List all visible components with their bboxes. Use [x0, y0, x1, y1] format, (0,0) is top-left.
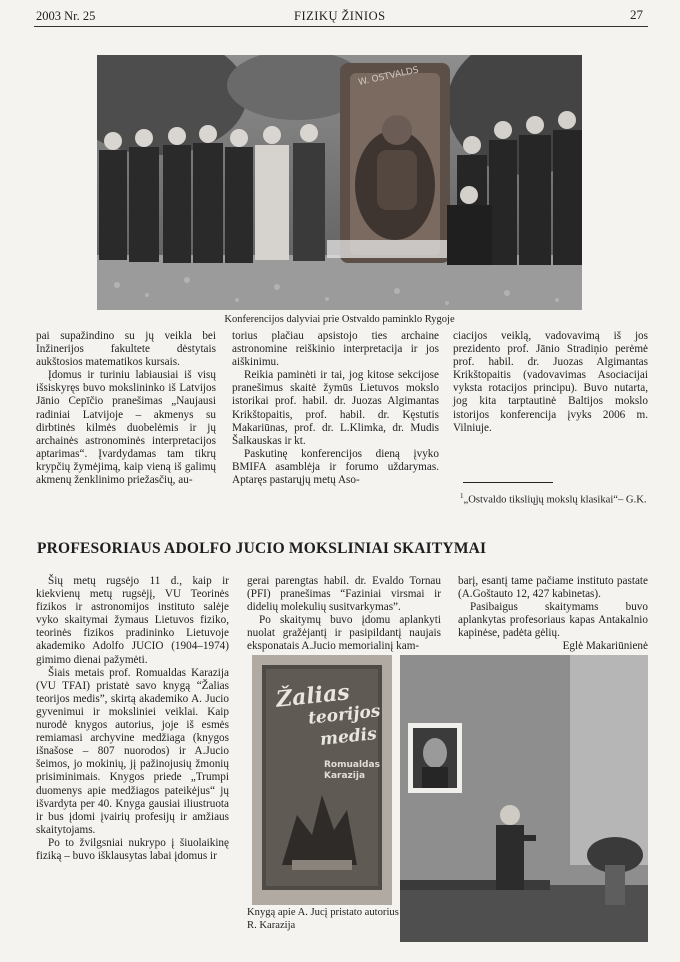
footnote — [460, 490, 648, 507]
monument-inscription: W. OSTVALDS — [357, 65, 420, 88]
article1-paragraph: ciacijos veiklą, vadovavimą iš jos prezidento prof. Jānio Stradiņio perėmė prof. habil. dr. Juozas Algimantas Krikštopaitis (vadovavimas Asociacijai vyksta rotacijos principu). Buvo nutarta, jog kita tarptautinė Baltijos mokslo istorijos konferencija įvyks 2006 m. Vilniuje. — [453, 330, 648, 434]
book-author-line1: Romualdas — [324, 760, 380, 770]
article2-column-3 — [458, 575, 648, 654]
header-journal-title: FIZIKŲ ŽINIOS — [294, 9, 386, 23]
book-title-line1: Žalias — [274, 679, 351, 713]
header-rule — [34, 26, 648, 27]
book-author-line2: Karazija — [324, 771, 366, 781]
footnote-text: „Ostvaldo tiksliųjų mokslų klasikai“– G.K. — [463, 494, 647, 506]
article1-paragraph: Reikia paminėti ir tai, jog kitose sekcijose pranešimus skaitė žymūs Lietuvos mokslo istorikai prof. habil. dr. Juozas Algimantas Krikštopaitis, prof. habil. dr. Kęstutis Makariūnas, prof. dr. L.Klimka, dr. Mudis Šalkauskas ir kt. — [232, 369, 439, 447]
article2-paragraph: Po to žvilgsniai nukrypo į šiuolaikinę fiziką – buvo išklausytas labai įdomus ir — [36, 836, 229, 862]
article1-paragraph: Paskutinę konferencijos dieną įvyko BMIFA asamblėja ir forumo uždarymas. Aptaręs pastarųjų metų Aso- — [232, 447, 439, 487]
article1-column-3 — [453, 330, 648, 435]
header-page-number: 27 — [630, 7, 643, 22]
article1-paragraph: torius plačiau apsistojo ties archaine astronomine reiškinio interpretacija ir jos aiškinimu. — [232, 330, 439, 369]
article1-column-1 — [36, 330, 216, 487]
ostwald-monument-photo — [97, 55, 582, 310]
article2-paragraph: gerai parengtas habil. dr. Evaldo Tornau (PFI) pranešimas “Faziniai virsmai ir didelių molekulių susitvarkymas”. — [247, 575, 441, 614]
lecture-photo — [400, 655, 648, 942]
book-cover-photo — [252, 655, 392, 905]
article2-paragraph: Šių metų rugsėjo 11 d., kaip ir kiekvienų metų rugsėjį, VU Teorinės fizikos ir astronomijos instituto salėje vyko skaitymai žymaus Lietuvos fiziko, teorinės fizikos pradininko Lietuvoje akademiko Adolfo JUCIO (1904–1974) gimimo dienai pažymėti. — [36, 575, 229, 666]
book-title-line3: medis — [319, 724, 378, 750]
article2-signature: Eglė Makariūnienė — [562, 640, 648, 653]
article2-paragraph: Šiais metais prof. Romualdas Karazija (VU TFAI) pristatė savo knygą “Žalias teorijos medis”, skirtą akademiko A. Jucio gyvenimui ir moksliniei veiklai. Kaip nurodė knygos autorius, joje iš esmės remiamasi archyvine medžiaga (knygos išnašose – 807 nuorodos) ir A.Jucio šeimos, jo mokinių, jį pažinojusių žmonių prisiminimais. Knygos priede „Trumpi duomenys apie medžiagos pateikėjus“ jų išvardyta per 40. Knyga gausiai iliustruota ir bus įdomi įvairių profesijų ir amžiaus skaitytojams. — [36, 666, 229, 836]
article1-paragraph: Įdomus ir turiniu labiausiai iš visų išsiskyręs buvo mokslininko iš Latvijos Jānio Cepīčio pranešimas „Naujausi radiniai Latvijoje – akmenys su dirbtinės kilmės duobelėmis ir jų archainės astronominės interpretacijos aptarimas“. Įvardydamas tam tikrų krypčių žymėjimą, kaip vieną iš galimų akmenų ženklinimo priežasčių, au- — [36, 369, 216, 487]
article1-paragraph: pai supažindino su jų veikla bei Inžinerijos fakultete dėstytais aukštosios matematikos kursais. — [36, 330, 216, 369]
article2-paragraph: barį, esantį tame pačiame instituto pastate (A.Goštauto 12, 427 kabinetas). — [458, 575, 648, 601]
article2-column-2 — [247, 575, 441, 654]
article2-title: PROFESORIAUS ADOLFO JUCIO MOKSLINIAI SKAITYMAI — [37, 540, 487, 557]
book-title-line2: teorijos — [307, 701, 382, 729]
footnote-rule — [463, 482, 553, 483]
article1-column-2 — [232, 330, 439, 487]
article2-paragraph: Po skaitymų buvo įdomu aplankyti nuolat gražėjantį ir pasipildantį naujais eksponatais A.Jucio memorialinį kam- — [247, 614, 441, 653]
top-photo-caption: Konferencijos dalyviai prie Ostvaldo paminklo Rygoje — [224, 314, 455, 325]
book-caption: Knygą apie A. Jucį pristato autorius R. Karazija — [247, 907, 399, 931]
header-issue: 2003 Nr. 25 — [36, 9, 96, 23]
article2-paragraph: Pasibaigus skaitymams buvo aplankytas profesoriaus kapas Antakalnio kapinėse, padėta gėlių. — [458, 601, 648, 640]
footnote-marker: 1 — [460, 492, 464, 500]
article2-column-1 — [36, 575, 229, 863]
